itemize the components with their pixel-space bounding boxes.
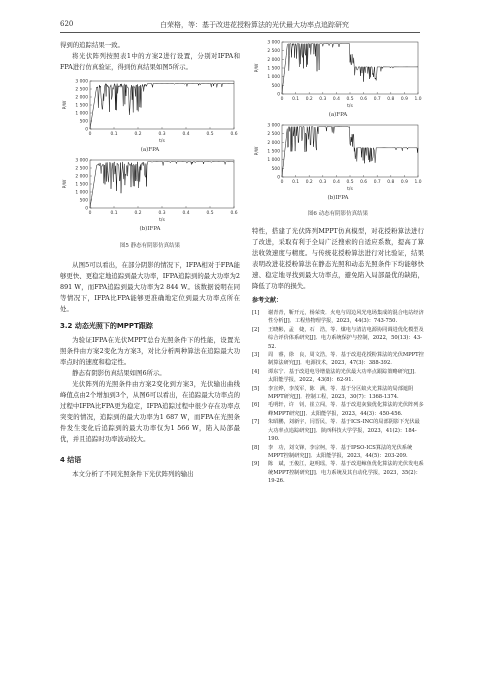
page-number: 620 [60,20,74,28]
x-axis-label: t/s [347,187,353,191]
fig6-sublabel-a: (a)FPA [328,112,348,118]
x-axis-label: t/s [159,139,165,143]
reference-text: 朱昭鹏，刘新宇，闫晋民，等．基于ICS-INC的局部阴影下光伏最大功率点追踪研究[J]．陕西科技大学学报，2023，41(2)：184-190. [268,419,420,443]
reference-list [252,309,424,486]
x-tick-label: 0.3 [158,211,166,216]
y-tick-label: 2 000 [267,140,280,146]
x-tick-label: 0.8 [387,180,395,185]
x-tick-label: 0.2 [305,97,313,102]
y-tick-label: 1 500 [75,182,88,188]
x-tick-label: 0 [280,97,284,102]
y-tick-label: 1 000 [267,75,280,81]
reference-number: [5] [252,385,260,392]
x-tick-label: 0.6 [230,132,238,137]
paragraph: 光伏阵列的光照条件由方案2变化到方案3，光伏输出曲线峰值点由2个增加到3个，从图6可以看出，在追踪最大功率点的过程中IFPA比FPA更为稳定，IFPA追踪过程中很少存在功率点突变的情况，追踪到的最大功率为1 687 W，而FPA在光照条件发生变化后追踪到的最大功率仅为1 566 W，陷入局部最优，并且追踪时功率波动较大。 [60,380,240,443]
x-tick-label: 0.6 [360,180,368,185]
reference-number: [6] [252,402,260,409]
reference-number: [2] [252,326,260,333]
y-tick-label: 0 [277,92,280,98]
x-tick-label: 0 [88,132,92,137]
reference-item [252,460,424,485]
paragraph: 为验证IFPA在光伏MPPT总台光照条件下的性能，设置光照条件由方案2变化为方案3，对比分析两种算法在追踪最大功率点时的速度和稳定性。 [60,336,240,366]
y-tick-label: 1 000 [75,111,88,117]
reference-item [252,309,424,326]
fig6-panel-b-chart [252,121,424,191]
y-tick-label: 0 [85,206,88,212]
y-axis-label: P/W [63,179,68,189]
figure-5 [60,77,240,252]
x-tick-label: 0.4 [332,180,340,185]
y-tick-label: 2 500 [267,49,280,55]
y-tick-label: 1 500 [267,66,280,72]
x-tick-label: 0.4 [182,211,190,216]
reference-text: 毛明轩，许 钊，崔立闯，等．基于改进灰狼优化算法的光伏阵列多峰MPPT研究[J]．太阳能学报，2023，44(3)：450-456. [268,402,424,417]
x-tick-label: 1.0 [414,97,422,102]
y-tick-label: 1 500 [267,149,280,155]
fig6-panel-a-chart [252,38,424,108]
reference-number: [1] [252,310,260,316]
reference-text: 王晓彬，孟 婕，石 浩，等．煤电与清洁电源协同调进优化模型及综合评价体系研究[J]．电力系统保护与控制，2022，50(13)：43-52. [268,326,424,350]
header-rule [60,32,420,33]
paragraph: 特性，搭建了光伏阵列MPPT仿真模型，对花授粉算法进行了改进，采取有利于全局广泛搜索的自适应系数，提高了算法收敛速度与精度。与传统花授粉算法进行对比验证，结果表明改进花授粉算法在静态光照和动态光照条件下均能够快速、稳定地寻找到最大功率点，避免陷入局部最优的缺陷，降低了功率的损失。 [252,227,424,290]
x-tick-label: 0.2 [134,132,142,137]
y-tick-label: 1 000 [75,190,88,196]
x-tick-label: 0.5 [346,97,354,102]
reference-item [252,444,424,461]
y-tick-label: 3 000 [75,79,88,85]
x-tick-label: 0.1 [292,180,300,185]
reference-number: [7] [252,419,260,426]
y-tick-label: 2 500 [267,132,280,138]
y-tick-label: 2 500 [75,166,88,172]
paragraph: 静态有阴影仿真结果如图6所示。 [72,369,166,377]
y-axis-label: P/W [63,100,68,110]
fig6-caption: 图6 动态有阴影仿真结果 [307,211,369,217]
x-tick-label: 0.1 [110,211,118,216]
x-tick-label: 1.0 [414,180,422,185]
figure-6 [252,38,424,220]
x-tick-label: 0.7 [373,97,381,102]
y-tick-label: 1 500 [75,103,88,109]
power-trace [90,84,234,130]
y-tick-label: 3 000 [267,40,280,46]
x-tick-label: 0.7 [373,180,381,185]
x-tick-label: 0.5 [206,211,214,216]
reference-number: [8] [252,444,260,451]
y-tick-label: 2 000 [267,57,280,63]
reference-number: [9] [252,461,260,468]
paragraph: 从图5可以看出，在部分阴影的情况下，IFPA相对于FPA能够更快、更稳定地追踪到最大功率，IFPA追踪到的最大功率为2 891 W，而FPA追踪到最大功率为2 844 W。该数据说明在同等情况下，IFPA比FPA能够更准确地定位到最大功率点所在处。 [60,261,240,313]
x-tick-label: 0 [280,180,284,185]
x-tick-label: 0.4 [182,132,190,137]
power-trace [90,162,234,208]
x-tick-label: 0.1 [292,97,300,102]
plot-frame [90,160,234,208]
x-tick-label: 0.9 [400,97,408,102]
y-tick-label: 3 000 [75,158,88,164]
x-axis-label: t/s [159,218,165,222]
reference-text: 谢青青，靳开元，杨荣贵．火电与周边风光电场集成的混合电站经济性分析[J]．工程热物理学报，2023，44(3)：743-750. [268,310,424,325]
x-tick-label: 0.4 [332,97,340,102]
x-axis-label: t/s [347,104,353,108]
paragraph: 本文分析了不同光照条件下光伏阵列的输出 [72,470,194,478]
page-header [60,20,349,29]
references-heading: 参考文献： [252,297,283,304]
section-heading-3-2: 3.2 动态光照下的MPPT跟踪 [60,322,153,330]
reference-number: [4] [252,368,260,375]
paragraph: 将光伏阵列按照表1中的方案2进行设置，分别对IFPA和FPA进行仿真验证，得到仿真结果如图5所示。 [60,52,240,71]
reference-item [252,326,424,351]
running-title: 白荣格，等：基于改进花授粉算法的光伏最大功率点追踪研究 [160,21,349,29]
reference-item [252,418,424,443]
reference-text: 李宣烨，李茂军，陈 满，等．基于分区蚁火光算法的局部遮阴MPPT研究[J]．控制工程，2023，30(7)：1368-1374. [268,385,414,401]
x-tick-label: 0.9 [400,180,408,185]
x-tick-label: 0.1 [110,132,118,137]
plot-frame [282,42,418,94]
reference-item [252,401,424,418]
y-tick-label: 3 000 [267,123,280,129]
reference-text: 谭东宁．基于改进电导增量法的光伏最大功率点跟踪策略研究[J]．太阳能学报，2022，43(8)：62-91. [268,368,420,384]
section-heading-4: 4 结语 [60,456,82,464]
x-tick-label: 0.5 [346,180,354,185]
reference-text: 陈 斌，王俊江，赵明瑶，等．基于改进鲸鱼优化算法的光伏发电系统MPPT控制研究[J]．电力系统及其自动化学报，2023，35(2)：19-26. [268,461,424,485]
plot-frame [90,81,234,129]
left-column [60,40,240,480]
y-tick-label: 500 [271,166,280,172]
y-axis-label: P/W [255,63,260,73]
y-tick-label: 0 [277,175,280,181]
y-tick-label: 1 000 [267,158,280,164]
reference-number: [3] [252,352,260,359]
fig5-panel-b-chart [60,156,240,222]
right-column [252,38,424,486]
fig5-panel-a-chart [60,77,240,143]
reference-text: 周 睿，徐 良，周文浩，等．基于改进花授粉算法的光伏MPPT控制算法研究[J]．电源技术，2023，47(3)：388-392. [268,352,424,367]
reference-item [252,368,424,385]
fig6-sublabel-b: (b)IFPA [327,195,349,201]
x-tick-label: 0.3 [319,97,327,102]
x-tick-label: 0.6 [230,211,238,216]
y-axis-label: P/W [255,146,260,156]
reference-item [252,351,424,368]
x-tick-label: 0.8 [387,97,395,102]
x-tick-label: 0.5 [206,132,214,137]
reference-item [252,385,424,402]
power-trace [282,127,418,177]
paragraph: 得到的追踪结果一致。 [60,41,124,49]
fig5-caption: 图5 静态有阴影仿真结果 [119,243,181,249]
y-tick-label: 500 [79,119,88,125]
x-tick-label: 0.2 [305,180,313,185]
fig5-sublabel-a: (a)FPA [140,147,160,153]
fig5-sublabel-b: (b)IFPA [139,226,161,232]
y-tick-label: 500 [79,198,88,204]
x-tick-label: 0.6 [360,97,368,102]
reference-text: 李 功，刘文锋，李宗柯，等．基于IPSO-ICS算法的光伏系统MPPT控制研究[J]．太阳能学报，2023，44(5)：203-209. [268,444,413,459]
y-tick-label: 2 000 [75,95,88,101]
power-trace [282,44,418,94]
x-tick-label: 0.3 [158,132,166,137]
x-tick-label: 0.3 [319,180,327,185]
y-tick-label: 2 500 [75,87,88,93]
y-tick-label: 2 000 [75,174,88,180]
y-tick-label: 0 [85,127,88,133]
y-tick-label: 500 [271,83,280,89]
x-tick-label: 0.2 [134,211,142,216]
x-tick-label: 0 [88,211,92,216]
